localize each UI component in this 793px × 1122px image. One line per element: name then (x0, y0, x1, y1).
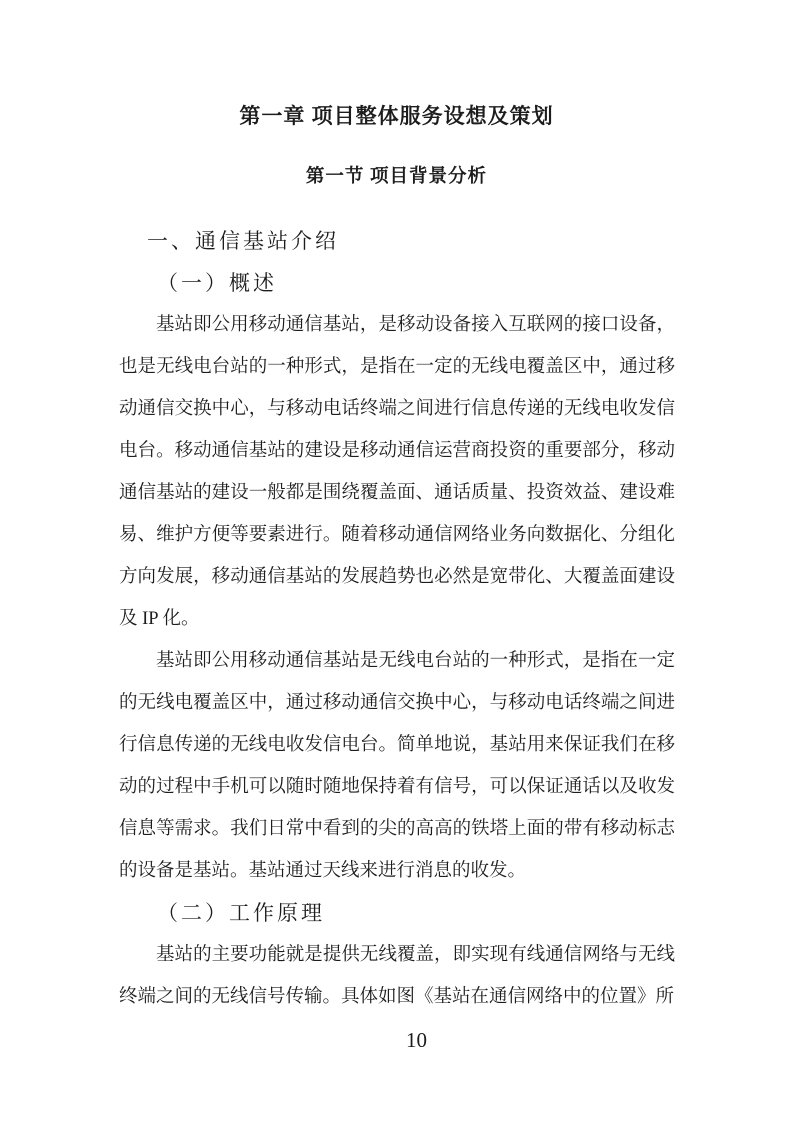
numbered-heading-base-station-intro: 一、通信基站介绍 (147, 229, 339, 253)
page-number: 10 (406, 1028, 427, 1052)
document-body (119, 220, 675, 1018)
paragraph-working-principle: 基站的主要功能就是提供无线覆盖，即实现有线通信网络与无线终端之间的无线信号传输。具体如图《基站在通信网络中的位置》所 (119, 945, 675, 1007)
chapter-title: 第一章 项目整体服务设想及策划 (239, 104, 554, 128)
sub-heading-working-principle: （二）工作原理 (157, 901, 325, 925)
paragraph-base-station-purpose: 基站即公用移动通信基站是无线电台站的一种形式，是指在一定的无线电覆盖区中，通过移动通信交换中心，与移动电话终端之间进行信息传递的无线电收发信电台。简单地说，基站用来保证我们在移动的过程中手机可以随时随地保持着有信号，可以保证通话以及收发信息等需求。我们日常中看到的尖的高高的铁塔上面的带有移动标志的设备是基站。基站通过天线来进行消息的收发。 (119, 651, 675, 881)
paragraph-base-station-definition: 基站即公用移动通信基站，是移动设备接入互联网的接口设备，也是无线电台站的一种形式，是指在一定的无线电覆盖区中，通过移动通信交换中心，与移动电话终端之间进行信息传递的无线电收发信电台。移动通信基站的建设是移动通信运营商投资的重要部分，移动通信基站的建设一般都是围绕覆盖面、通话质量、投资效益、建设难易、维护方便等要素进行。随着移动通信网络业务向数据化、分组化方向发展，移动通信基站的发展趋势也必然是宽带化、大覆盖面建设及 IP 化。 (119, 315, 675, 629)
section-title: 第一节 项目背景分析 (305, 167, 488, 187)
sub-heading-overview: （一）概述 (157, 271, 277, 295)
